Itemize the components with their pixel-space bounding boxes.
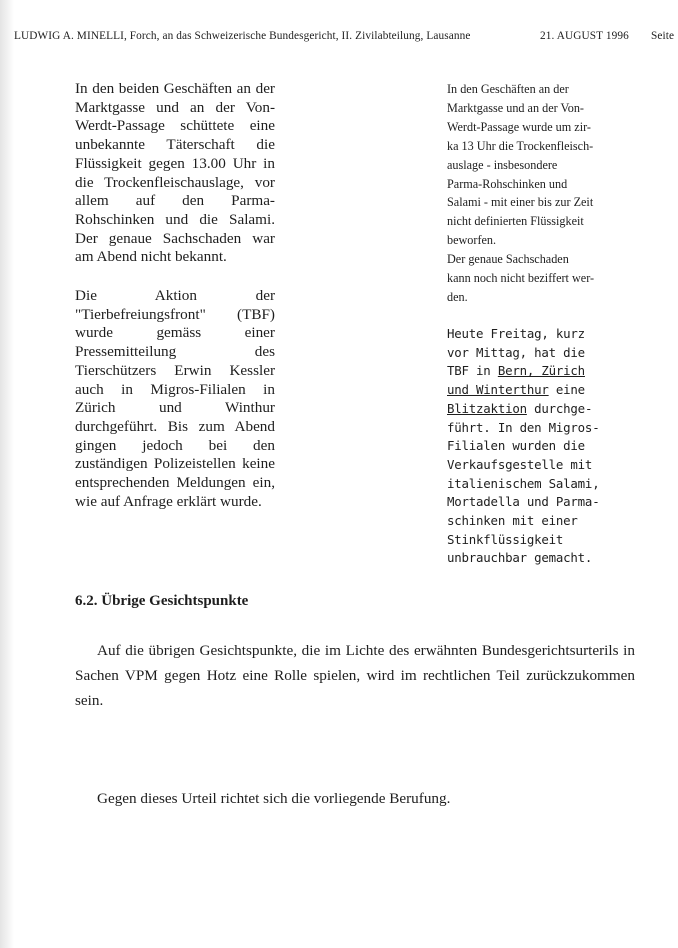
section-body-paragraph: Auf die übrigen Gesichtspunkte, die im Lichte des erwähnten Bundesgerichtsurterils in Sachen VPM gegen Hotz eine Rolle spielen, wird im rechtlichen Teil zurückzukommen sein.: [75, 642, 635, 709]
mono-line-5-post: durchge-: [526, 400, 593, 416]
left-paragraph-2: Die Aktion der "Tierbefreiungsfront" (TBF) wurde gemäss einer Pressemitteilung des Tierschützers Erwin Kessler auch in Migros-Filialen in Zürich und Winthur durchgeführt. Bis zum Abend gingen jedoch bei den zuständigen Polizeistellen keine entsprechenden Meldungen ein, wie auf Anfrage erklärt wurde.: [75, 287, 275, 510]
right-serif-paragraph: In den Geschäften an der Marktgasse und an der Von- Werdt-Passage wurde um zir- ka 13 Uhr die Trockenfleisch- auslage - insbesondere Parma-Rohschinken und Salami - mit einer bis zur Zeit nicht definierten Flüssigkeit beworfen. Der genaue Sachschaden kann noch nicht beziffert wer- den.: [447, 82, 595, 304]
scan-edge-shadow: [0, 0, 14, 948]
header-address: , Forch, an das Schweizerische Bundesgericht, II. Zivilabteilung, Lausanne: [123, 30, 471, 42]
left-paragraph-1: In den beiden Geschäften an der Marktgasse und an der Von-Werdt-Passage schüttete eine unbekannte Täterschaft die Flüssigkeit gegen 13.00 Uhr in die Trockenfleischauslage, vor allem auf den Parma-Rohschinken und die Salami. Der genaue Sachschaden war am Abend nicht bekannt.: [75, 80, 275, 266]
header-date: 21. AUGUST 1996: [540, 30, 629, 42]
page-header: [14, 30, 678, 42]
final-paragraph: Gegen dieses Urteil richtet sich die vorliegende Berufung.: [97, 790, 451, 807]
right-typewriter-paragraph: [447, 325, 632, 568]
header-page-label: Seite: [651, 30, 675, 42]
mono-line-3-pre: TBF in: [447, 363, 498, 379]
mono-line-2: vor Mittag, hat die: [447, 344, 585, 360]
link-bern-zuerich: Bern, Zürich: [497, 363, 585, 379]
section-title: 6.2. Übrige Gesichtspunkte: [75, 593, 249, 609]
mono-rest: führt. In den Migros- Filialen wurden die Verkaufsgestelle mit italienischem Salami, Mortadella und Parma- schinken mit einer Stinkflüssigkeit unbrauchbar gemacht.: [447, 419, 600, 566]
right-column: [447, 80, 632, 566]
left-column: [75, 80, 275, 511]
mono-line-1: Heute Freitag, kurz: [447, 326, 585, 341]
mono-line-4-post: eine: [548, 382, 585, 398]
header-author: LUDWIG A. MINELLI: [14, 30, 124, 42]
link-und-winterthur: und Winterthur: [447, 382, 549, 398]
link-blitzaktion: Blitzaktion: [447, 400, 527, 416]
